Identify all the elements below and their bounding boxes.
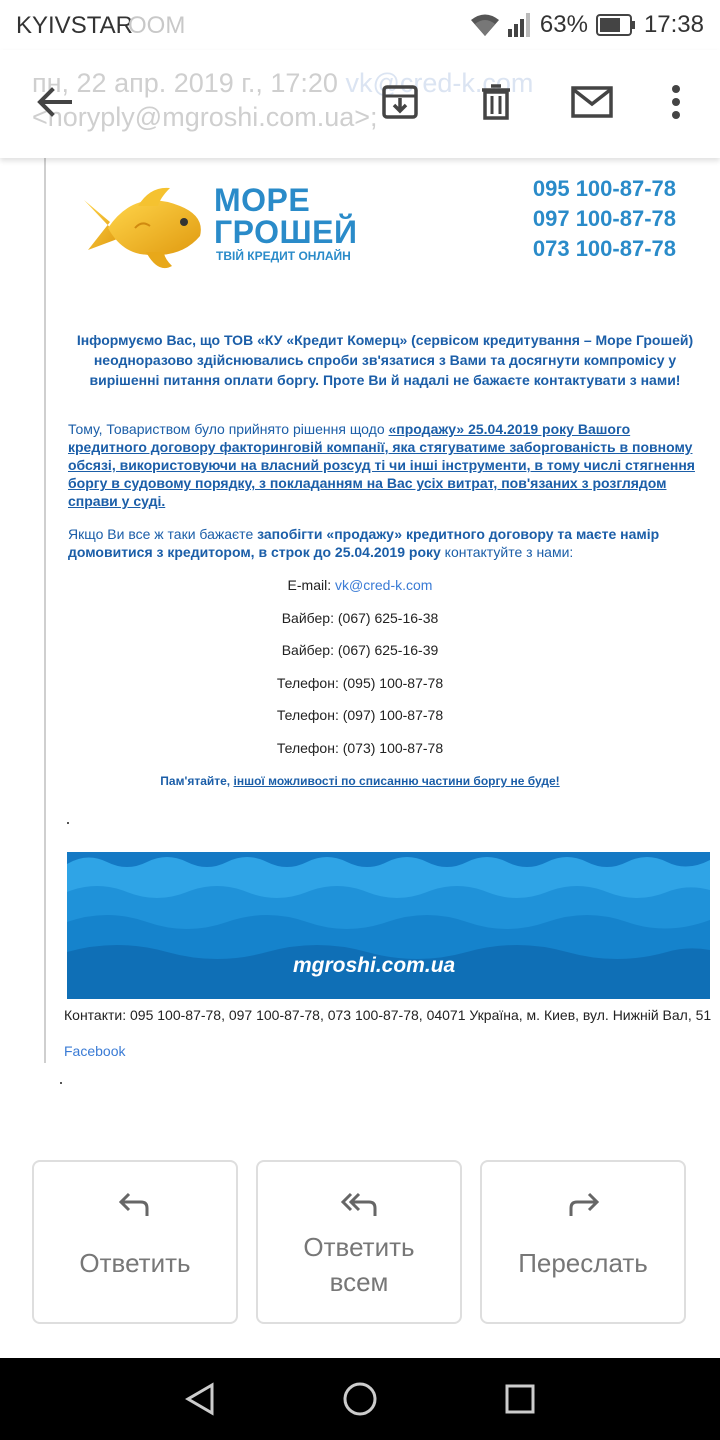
battery-icon [596, 14, 636, 36]
brand-tagline: ТВІЙ КРЕДИТ ОНЛАЙН [216, 249, 351, 263]
delete-button[interactable] [472, 78, 520, 126]
reply-all-label-line1: Ответить [303, 1232, 415, 1262]
contact-item: Вайбер: (067) 625-16-38 [281, 609, 439, 626]
remember-note [0, 774, 720, 788]
ghost-sender: vk@cred-k.com [345, 68, 534, 98]
email-body [0, 158, 720, 1108]
mail-toolbar [0, 50, 720, 158]
remember-emphasis: іншої можливості по списанню частини боргу не буде! [233, 774, 560, 788]
header-phones [533, 174, 676, 264]
trash-icon [476, 82, 516, 122]
prevent-paragraph-lead: Якщо Ви все ж таки бажаєте [68, 526, 258, 542]
remember-lead: Пам'ятайте, [160, 774, 234, 788]
sale-paragraph [68, 420, 698, 510]
status-bar [0, 0, 720, 50]
stray-dot [67, 822, 69, 824]
banner-website: mgroshi.com.ua [293, 954, 456, 977]
contact-item: Телефон: (073) 100-87-78 [276, 739, 444, 756]
mail-icon [571, 85, 613, 119]
reply-label: Ответить [79, 1248, 191, 1278]
forward-icon [565, 1190, 601, 1220]
footer-contacts: Контакти: 095 100-87-78, 097 100-87-78, 073 100-87-78, 04071 Україна, м. Киев, вул. Нижній Вал, 51 [64, 1007, 712, 1023]
carrier-name: KYIVSTAR [16, 12, 133, 39]
header-phone[interactable]: 097 100-87-78 [532, 206, 676, 231]
more-vert-icon [670, 84, 682, 120]
signal-icon [508, 13, 532, 37]
ghost-date: пн, 22 апр. 2019 г., 17:20 [32, 68, 338, 98]
header-phone[interactable]: 073 100-87-78 [532, 236, 676, 261]
square-recents-icon [504, 1383, 536, 1415]
reply-all-label-line2: всем [329, 1267, 389, 1297]
back-button[interactable] [30, 78, 78, 126]
header-phone[interactable]: 095 100-87-78 [532, 176, 676, 201]
clock: 17:38 [643, 11, 704, 38]
intro-paragraph: Інформуємо Вас, що ТОВ «КУ «Кредит Комерц» (сервісом кредитування – Море Грошей) неодноразово здійснювались спроби зв'язатися з Вами та досягнути компромісу у вирішенні питання оплати боргу. Проте Ви й надалі не бажаєте контактувати з нами! [76, 332, 694, 388]
email-label: E-mail: [287, 577, 335, 593]
circle-home-icon [342, 1381, 378, 1417]
nav-recents-button[interactable] [500, 1379, 540, 1419]
sale-paragraph-lead: Тому, Товариством було прийнято рішення щодо [68, 421, 389, 437]
contact-item: Телефон: (095) 100-87-78 [276, 674, 444, 691]
archive-button[interactable] [376, 78, 424, 126]
prevent-paragraph-emphasis: запобігти «продажу» кредитного договору та маєте намір домовитися з кредитором, в строк до 25.04.2019 року [68, 526, 660, 560]
reply-icon [117, 1190, 153, 1220]
system-navigation-bar [0, 1358, 720, 1440]
nav-back-button[interactable] [180, 1379, 220, 1419]
contact-item: Вайбер: (067) 625-16-39 [281, 642, 439, 658]
more-options-button[interactable] [652, 78, 700, 126]
stray-dot [60, 1082, 62, 1084]
brand-name-line1: МОРЕ [214, 182, 311, 218]
nav-home-button[interactable] [340, 1379, 380, 1419]
ghost-date-line [32, 68, 533, 99]
email-link[interactable]: vk@cred-k.com [335, 577, 433, 593]
sale-paragraph-emphasis: «продажу» 25.04.2019 року Вашого кредитного договору факторинговій компанії, яка стягуватиме заборгованість в повному обсязі, використовуючи на власний розсуд ті чи інші інструменти, в тому числі стягнення боргу в судовому порядку, з покладанням на Вас усіх витрат, пов'язаних з розглядом справи у суді. [68, 421, 695, 509]
back-arrow-icon [34, 82, 74, 122]
brand-name-line2: ГРОШЕЙ [214, 214, 358, 250]
archive-icon [380, 82, 420, 122]
prevent-paragraph-tail: контактуйте з нами: [440, 544, 574, 560]
ghost-reply-line: <noryply@mgroshi.com.ua>; [32, 102, 378, 132]
sea-banner[interactable] [67, 852, 710, 999]
mark-unread-button[interactable] [566, 78, 618, 126]
reply-button[interactable] [32, 1160, 238, 1324]
forward-button[interactable] [480, 1160, 686, 1324]
reply-all-icon [339, 1190, 379, 1220]
facebook-link[interactable]: Facebook [64, 1043, 126, 1059]
contact-list [0, 575, 720, 770]
triangle-back-icon [184, 1382, 216, 1416]
forward-label: Переслать [518, 1248, 648, 1278]
wifi-icon [470, 12, 500, 38]
ghost-notification-text: ООМ [128, 12, 186, 39]
contact-item: Телефон: (097) 100-87-78 [276, 707, 444, 723]
contact-email [0, 575, 720, 608]
prevent-paragraph [68, 525, 698, 561]
reply-all-button[interactable] [256, 1160, 462, 1324]
battery-percent: 63% [539, 11, 588, 38]
